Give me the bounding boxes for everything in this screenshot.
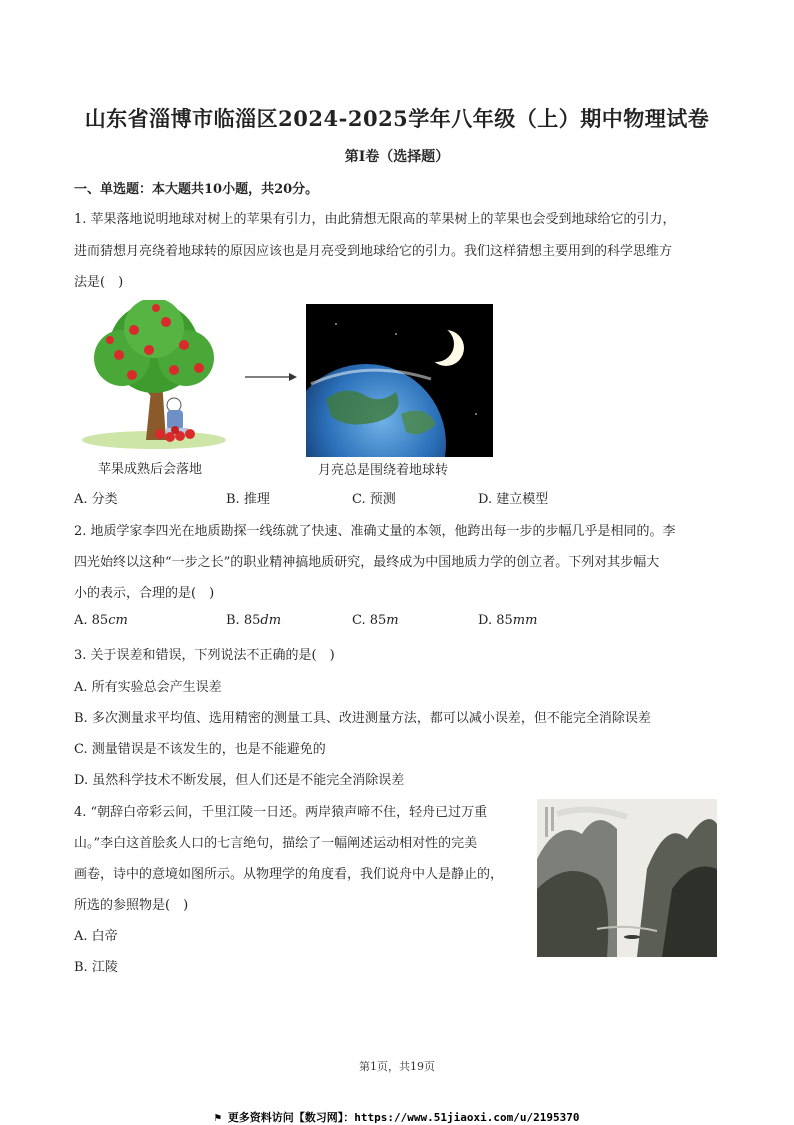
apple-tree-image [74,300,234,455]
q2-option-a[interactable] [74,613,128,628]
q1-caption-moon: 月亮总是围绕着地球转 [318,463,449,478]
arrow-icon [245,368,297,380]
q3-stem: 3. 关于误差和错误，下列说法不正确的是( ) [74,648,335,663]
volume-subtitle: 第Ⅰ卷（选择题） [344,149,450,165]
q1-stem-line3: 法是( ) [74,275,124,290]
q2-stem-line3: 小的表示，合理的是( ) [74,586,215,601]
q3-option-c[interactable]: C. 测量错误是不该发生的，也是不能避免的 [74,742,326,757]
landscape-painting-image [537,799,717,957]
q2-option-b-unit: dm [260,613,282,628]
q2-option-b-value: B. 85 [226,613,261,628]
q1-caption-apple: 苹果成熟后会落地 [98,462,203,477]
q1-stem-line1: 1. 苹果落地说明地球对树上的苹果有引力，由此猜想无限高的苹果树上的苹果也会受到地球给它的引力， [74,212,676,227]
q2-option-d-value: D. 85 [478,613,513,628]
q3-option-d[interactable]: D. 虽然科学技术不断发展，但人们还是不能完全消除误差 [74,773,405,788]
q4-stem-line1: 4. “朝辞白帝彩云间，千里江陵一日还。两岸猿声啼不住，轻舟已过万重 [74,805,488,820]
q4-stem-line4: 所选的参照物是( ) [74,898,189,913]
q2-option-c-unit: m [386,613,399,628]
q1-option-d[interactable]: D. 建立模型 [478,492,549,507]
q2-stem-line2: 四光始终以这种“一步之长”的职业精神搞地质研究，最终成为中国地质力学的创立者。下列对其步幅大 [74,555,660,570]
q2-option-c-value: C. 85 [352,613,387,628]
q4-option-a[interactable]: A. 白帝 [74,929,118,944]
q4-option-b[interactable]: B. 江陵 [74,960,118,975]
flag-icon: ⚑ [214,1111,228,1124]
q2-option-b[interactable] [226,613,281,628]
q4-stem-line2: 山。”李白这首脍炙人口的七言绝句，描绘了一幅阐述运动相对性的完美 [74,836,478,851]
q1-option-a[interactable]: A. 分类 [74,492,118,507]
exam-title: 山东省淄博市临淄区2024-2025学年八年级（上）期中物理试卷 [84,106,710,131]
q3-option-a[interactable]: A. 所有实验总会产生误差 [74,680,222,695]
section-heading: 一、单选题：本大题共10小题，共20分。 [74,182,319,197]
q1-option-c[interactable]: C. 预测 [352,492,396,507]
q2-stem-line1: 2. 地质学家李四光在地质勘探一线练就了快速、准确丈量的本领，他跨出每一步的步幅几乎是相同的。李 [74,524,676,539]
q2-option-d[interactable] [478,613,537,628]
source-banner[interactable] [0,1109,794,1125]
q1-option-b[interactable]: B. 推理 [226,492,270,507]
q3-option-b[interactable]: B. 多次测量求平均值、选用精密的测量工具、改进测量方法，都可以减小误差，但不能完全消除误差 [74,711,651,726]
q2-option-d-unit: mm [512,613,538,628]
earth-moon-image [306,304,493,457]
q4-stem-line3: 画卷，诗中的意境如图所示。从物理学的角度看，我们说舟中人是静止的， [74,867,504,882]
source-banner-text: 更多资料访问【数习网】：https://www.51jiaoxi.com/u/2195370 [227,1111,580,1124]
q1-stem-line2: 进而猜想月亮绕着地球转的原因应该也是月亮受到地球给它的引力。我们这样猜想主要用到的科学思维方 [74,244,673,259]
q2-option-c[interactable] [352,613,399,628]
q2-option-a-unit: cm [108,613,128,628]
page-number: 第1页，共19页 [359,1060,435,1073]
q2-option-a-value: A. 85 [74,613,109,628]
